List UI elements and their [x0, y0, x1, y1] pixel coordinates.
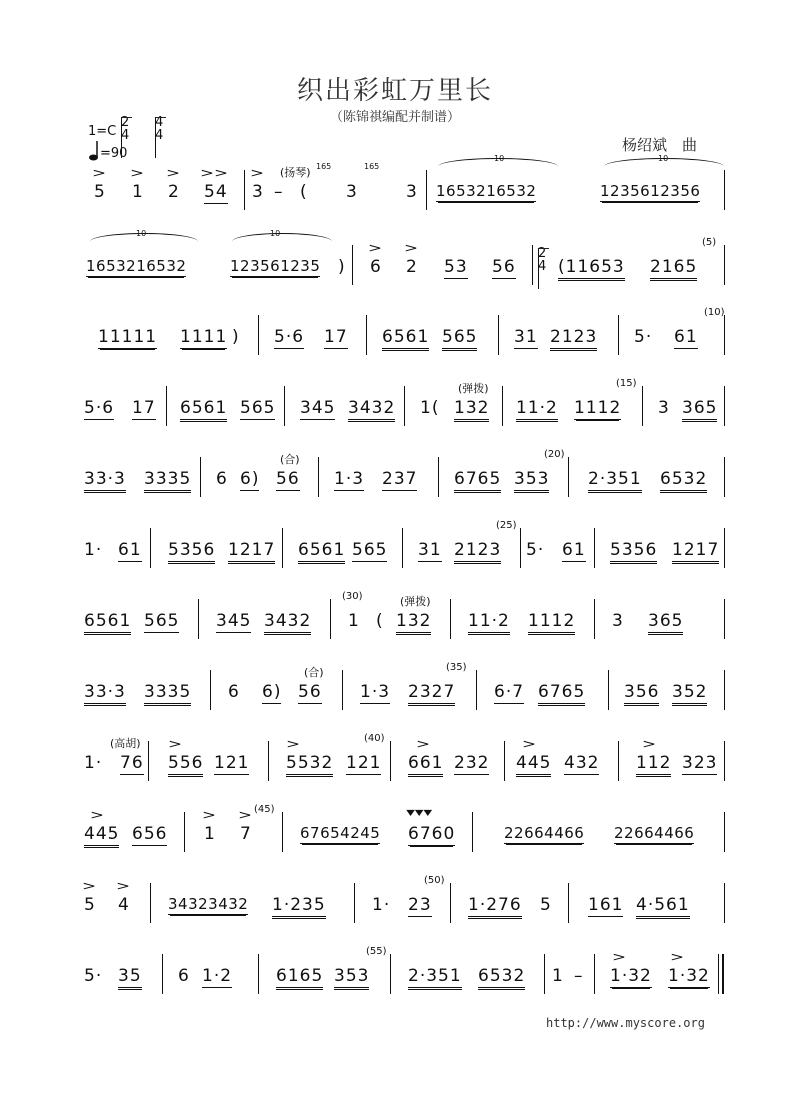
barline: [724, 386, 725, 426]
instrument-label: (弹拨): [458, 382, 489, 395]
measure-number: (45): [254, 804, 275, 815]
measure-number: (10): [704, 307, 725, 318]
note-group: 3335: [144, 469, 191, 493]
barline: [568, 457, 569, 497]
barline: [198, 599, 199, 639]
barline: [404, 386, 405, 426]
accent-mark: >: [81, 879, 97, 893]
note-group: 11111: [98, 327, 158, 347]
accent-mark: >: [89, 808, 105, 822]
note-group: 1217: [672, 540, 719, 564]
key-signature: 1=C: [88, 124, 117, 139]
note: 3: [406, 182, 418, 202]
note-group: 656: [132, 824, 168, 844]
barline: [498, 315, 499, 355]
note-group: 1653216532: [86, 257, 187, 275]
score-row-6: [84, 520, 730, 578]
accent-mark: >: [367, 241, 383, 255]
note: 6: [370, 257, 382, 277]
barline: [210, 670, 211, 710]
accent-mark: >: [237, 808, 253, 822]
score-row-10: [84, 804, 730, 862]
note-group: 232: [454, 753, 490, 773]
barline: [724, 812, 725, 852]
barline: [476, 670, 477, 710]
note-group: 661: [408, 753, 443, 777]
note-group: 61: [562, 540, 586, 560]
note-group: 353: [514, 469, 549, 493]
paren: ): [338, 257, 346, 277]
barline: [724, 528, 725, 568]
barline: [268, 741, 269, 781]
note-group: 22664466: [504, 824, 585, 842]
note-group: 3432: [348, 398, 395, 422]
measure-number: (15): [616, 378, 637, 389]
note: 5: [540, 895, 552, 915]
note-group: 53: [444, 257, 468, 277]
tuplet-number: 10: [658, 154, 669, 163]
note: 1(: [420, 398, 440, 418]
barline: [450, 599, 451, 639]
note-group: 6532: [660, 469, 707, 493]
time-signature-4-4: 4 4: [155, 116, 163, 142]
note-group: 5356: [168, 540, 215, 564]
note-group: 3432: [264, 611, 311, 635]
barline: [724, 670, 725, 710]
slur: [232, 233, 332, 250]
measure-number: (5): [702, 237, 717, 248]
note: 1·: [84, 540, 103, 560]
note-group: 2123: [550, 327, 597, 351]
accent-mark: >: [403, 241, 419, 255]
barline: [450, 883, 451, 923]
note-group: 365: [648, 611, 683, 635]
barline: [352, 245, 353, 285]
note: 5·: [634, 327, 653, 347]
note-group: 237: [382, 469, 418, 489]
note-group: 445: [516, 753, 551, 777]
note: 3: [612, 611, 624, 631]
barline: [544, 954, 545, 994]
note-group: 76: [120, 753, 144, 773]
note-group: 22664466: [614, 824, 695, 842]
note-group: 1·32: [610, 966, 652, 986]
note: 6: [228, 682, 240, 702]
note-group: 2327: [408, 682, 455, 706]
note-group: 4·561: [636, 895, 690, 919]
tempo-marking: =90: [100, 146, 128, 161]
barline: [200, 457, 201, 497]
barline: [318, 457, 319, 497]
note-group: 345: [216, 611, 252, 631]
barline: [390, 741, 391, 781]
note-group: 121: [214, 753, 250, 773]
accent-mark: >>: [199, 166, 229, 180]
note: 5: [84, 895, 96, 915]
note-group: 11·2: [516, 398, 558, 422]
barline: [618, 315, 619, 355]
barline: [162, 954, 163, 994]
quarter-note-icon: [88, 140, 100, 162]
ensemble-label: (合): [304, 666, 324, 679]
instrument-label: (高胡): [110, 737, 141, 750]
note-group: 352: [672, 682, 707, 706]
barline: [504, 741, 505, 781]
score-row-5: [84, 449, 730, 507]
note-group: 67654245: [300, 824, 381, 842]
accent-mark: >: [201, 808, 217, 822]
barline: [366, 315, 367, 355]
accent-mark: ▼▼▼: [406, 808, 433, 817]
note-group: 31: [418, 540, 442, 560]
note-group: 61: [674, 327, 698, 347]
note-group: 5356: [610, 540, 657, 564]
note-group: 1·276: [468, 895, 522, 919]
note-group: 132: [396, 611, 431, 635]
note: 1: [552, 966, 564, 986]
grace-notes: 165: [364, 162, 380, 171]
note-group: 1·3: [334, 469, 365, 489]
score-row-4: [84, 378, 730, 436]
barline: [342, 670, 343, 710]
note-group: 6760: [408, 824, 456, 844]
measure-number: (35): [446, 662, 467, 673]
barline: [472, 812, 473, 852]
measure-number: (50): [424, 875, 445, 886]
accent-mark: >: [641, 737, 657, 751]
note-group: 6765: [454, 469, 501, 493]
note-group: 11·2: [468, 611, 510, 635]
barline: [724, 457, 725, 497]
note-group: 1217: [228, 540, 275, 564]
measure-number: (25): [496, 520, 517, 531]
note: 6: [216, 469, 228, 489]
accent-mark: >: [669, 950, 685, 964]
note-group: 6561: [298, 540, 345, 564]
score-row-11: [81, 875, 730, 933]
note-group: 123561235: [230, 257, 321, 275]
note-group: 5·6: [274, 327, 305, 347]
measure-number: (30): [342, 591, 363, 602]
dash: –: [274, 182, 284, 202]
note: 2: [168, 182, 180, 202]
score-row-9: [84, 733, 730, 791]
score-title: 织出彩虹万里长: [296, 76, 493, 106]
measure-number: (20): [544, 449, 565, 460]
note-group: 1·32: [668, 966, 710, 986]
note-group: 365: [682, 398, 717, 422]
accent-mark: >: [521, 737, 537, 751]
score-subtitle: （陈锦祺编配并制谱）: [329, 110, 460, 125]
barline: [594, 954, 595, 994]
barline: [166, 386, 167, 426]
barline: [282, 812, 283, 852]
accent-mark: >: [167, 737, 183, 751]
note-group: 6561: [180, 398, 227, 422]
note-group: 121: [346, 753, 382, 773]
barline: [330, 599, 331, 639]
paren: (: [300, 182, 308, 202]
note-group: 2·351: [408, 966, 462, 990]
note-group: 6765: [538, 682, 585, 706]
measure-number: (55): [366, 946, 387, 957]
barline: [390, 954, 391, 994]
website-url[interactable]: http://www.myscore.org: [546, 1016, 705, 1030]
barline: [150, 883, 151, 923]
note: 6: [178, 966, 190, 986]
barline: [258, 315, 259, 355]
note-group: 2·351: [588, 469, 642, 493]
accent-mark: >: [129, 166, 145, 180]
note-group: 34323432: [168, 895, 249, 913]
note-group: 1·3: [360, 682, 391, 702]
barline: [438, 457, 439, 497]
barline: [244, 170, 245, 210]
score-row-7: [84, 591, 730, 649]
barline: [724, 245, 725, 285]
note-group: 33·3: [84, 682, 126, 706]
score-row-3: [84, 307, 730, 365]
accent-mark: >: [249, 166, 265, 180]
note-group: 56: [276, 469, 300, 489]
barline: [724, 170, 725, 210]
score-row-12: [84, 946, 730, 1004]
accent-mark: >: [415, 737, 431, 751]
score-row-1: [84, 154, 730, 220]
note-group: 54: [204, 182, 228, 202]
dash: –: [574, 966, 584, 986]
note-group: 6561: [382, 327, 429, 351]
note-group: 56: [492, 257, 516, 277]
barline: [282, 528, 283, 568]
note-group: 565: [144, 611, 180, 631]
note-group: 6): [262, 682, 282, 702]
note-group: 161: [588, 895, 624, 915]
note-group: 1112: [574, 398, 622, 418]
note: 1·: [84, 753, 103, 773]
note: 5·: [526, 540, 545, 560]
barline: [150, 528, 151, 568]
note-group: 356: [624, 682, 659, 706]
score-row-2: [84, 229, 730, 295]
note-group: (11653: [558, 257, 625, 281]
note-group: 23: [408, 895, 432, 915]
composer-credit: 杨绍斌 曲: [622, 136, 698, 154]
accent-mark: >: [611, 950, 627, 964]
note-group: 1235612356: [600, 182, 701, 200]
barline: [426, 170, 427, 210]
ensemble-label: (合): [280, 453, 300, 466]
note-group: 6165: [276, 966, 323, 990]
note-group: 56: [298, 682, 322, 702]
barline: [608, 670, 609, 710]
barline: [532, 245, 533, 285]
grace-notes: 165: [316, 162, 332, 171]
measure-number: (40): [364, 733, 385, 744]
accent-mark: >: [165, 166, 181, 180]
barline: [594, 528, 595, 568]
note-group: 5·6: [84, 398, 115, 418]
note-group: 61: [118, 540, 142, 560]
score-row-8: [84, 662, 730, 720]
note-group: 1·235: [272, 895, 326, 919]
note-group: 31: [514, 327, 538, 347]
barline: [642, 386, 643, 426]
barline: [184, 812, 185, 852]
note: 1·: [372, 895, 391, 915]
barline: [258, 954, 259, 994]
barline: [618, 741, 619, 781]
tuplet-number: 10: [270, 229, 281, 238]
note: 5·: [84, 966, 103, 986]
note-group: 35: [118, 966, 142, 990]
note: 1: [132, 182, 144, 202]
note-group: 445: [84, 824, 119, 848]
paren: (: [376, 611, 384, 631]
barline: [520, 528, 521, 568]
barline: [724, 599, 725, 639]
barline: [594, 599, 595, 639]
note-group: 1111: [180, 327, 228, 347]
note-group: 2123: [454, 540, 501, 564]
note: 5: [94, 182, 106, 202]
note-group: 556: [168, 753, 203, 777]
note-group: 112: [636, 753, 671, 777]
note-group: 6·7: [494, 682, 525, 702]
note-group: 345: [300, 398, 336, 418]
instrument-label: (弹拨): [400, 595, 431, 608]
note-group: 5532: [286, 753, 333, 777]
note: 3: [346, 182, 358, 202]
note-group: 33·3: [84, 469, 126, 493]
barline: [284, 386, 285, 426]
accent-mark: >: [91, 166, 107, 180]
note-group: 353: [334, 966, 369, 990]
note: 1: [348, 611, 360, 631]
tuplet-number: 10: [494, 154, 505, 163]
barline: [724, 315, 725, 355]
note: 3: [658, 398, 670, 418]
note-group: 1653216532: [436, 182, 537, 200]
note-group: 432: [564, 753, 600, 773]
note-group: 3335: [144, 682, 191, 706]
barline: [568, 883, 569, 923]
note-group: 1112: [528, 611, 575, 635]
tuplet-number: 10: [136, 229, 147, 238]
note-group: 6532: [478, 966, 525, 990]
note: 1: [204, 824, 216, 844]
note-group: 17: [132, 398, 156, 418]
note-group: 565: [352, 540, 388, 560]
note: 4: [118, 895, 130, 915]
barline: [502, 386, 503, 426]
instrument-label: (扬琴): [280, 166, 311, 179]
note-group: 6): [240, 469, 260, 489]
note-group: 565: [442, 327, 477, 351]
note-group: 132: [454, 398, 489, 422]
note: 2: [406, 257, 418, 277]
note: 7: [240, 824, 252, 844]
note-group: 2165: [650, 257, 697, 281]
barline: [724, 883, 725, 923]
accent-mark: >: [115, 879, 131, 893]
time-signature-change: 2 4: [538, 247, 546, 273]
paren: ): [232, 327, 240, 347]
note-group: 565: [240, 398, 276, 418]
barline: [402, 528, 403, 568]
barline: [148, 741, 149, 781]
time-signature-2-4: 2 4: [121, 116, 129, 142]
note-group: 17: [324, 327, 348, 347]
note-group: 6561: [84, 611, 131, 635]
final-barline: [718, 954, 724, 994]
note: 3: [252, 182, 264, 202]
accent-mark: >: [285, 737, 301, 751]
barline: [724, 741, 725, 781]
barline: [354, 883, 355, 923]
note-group: 1·2: [202, 966, 233, 986]
note-group: 323: [682, 753, 718, 773]
